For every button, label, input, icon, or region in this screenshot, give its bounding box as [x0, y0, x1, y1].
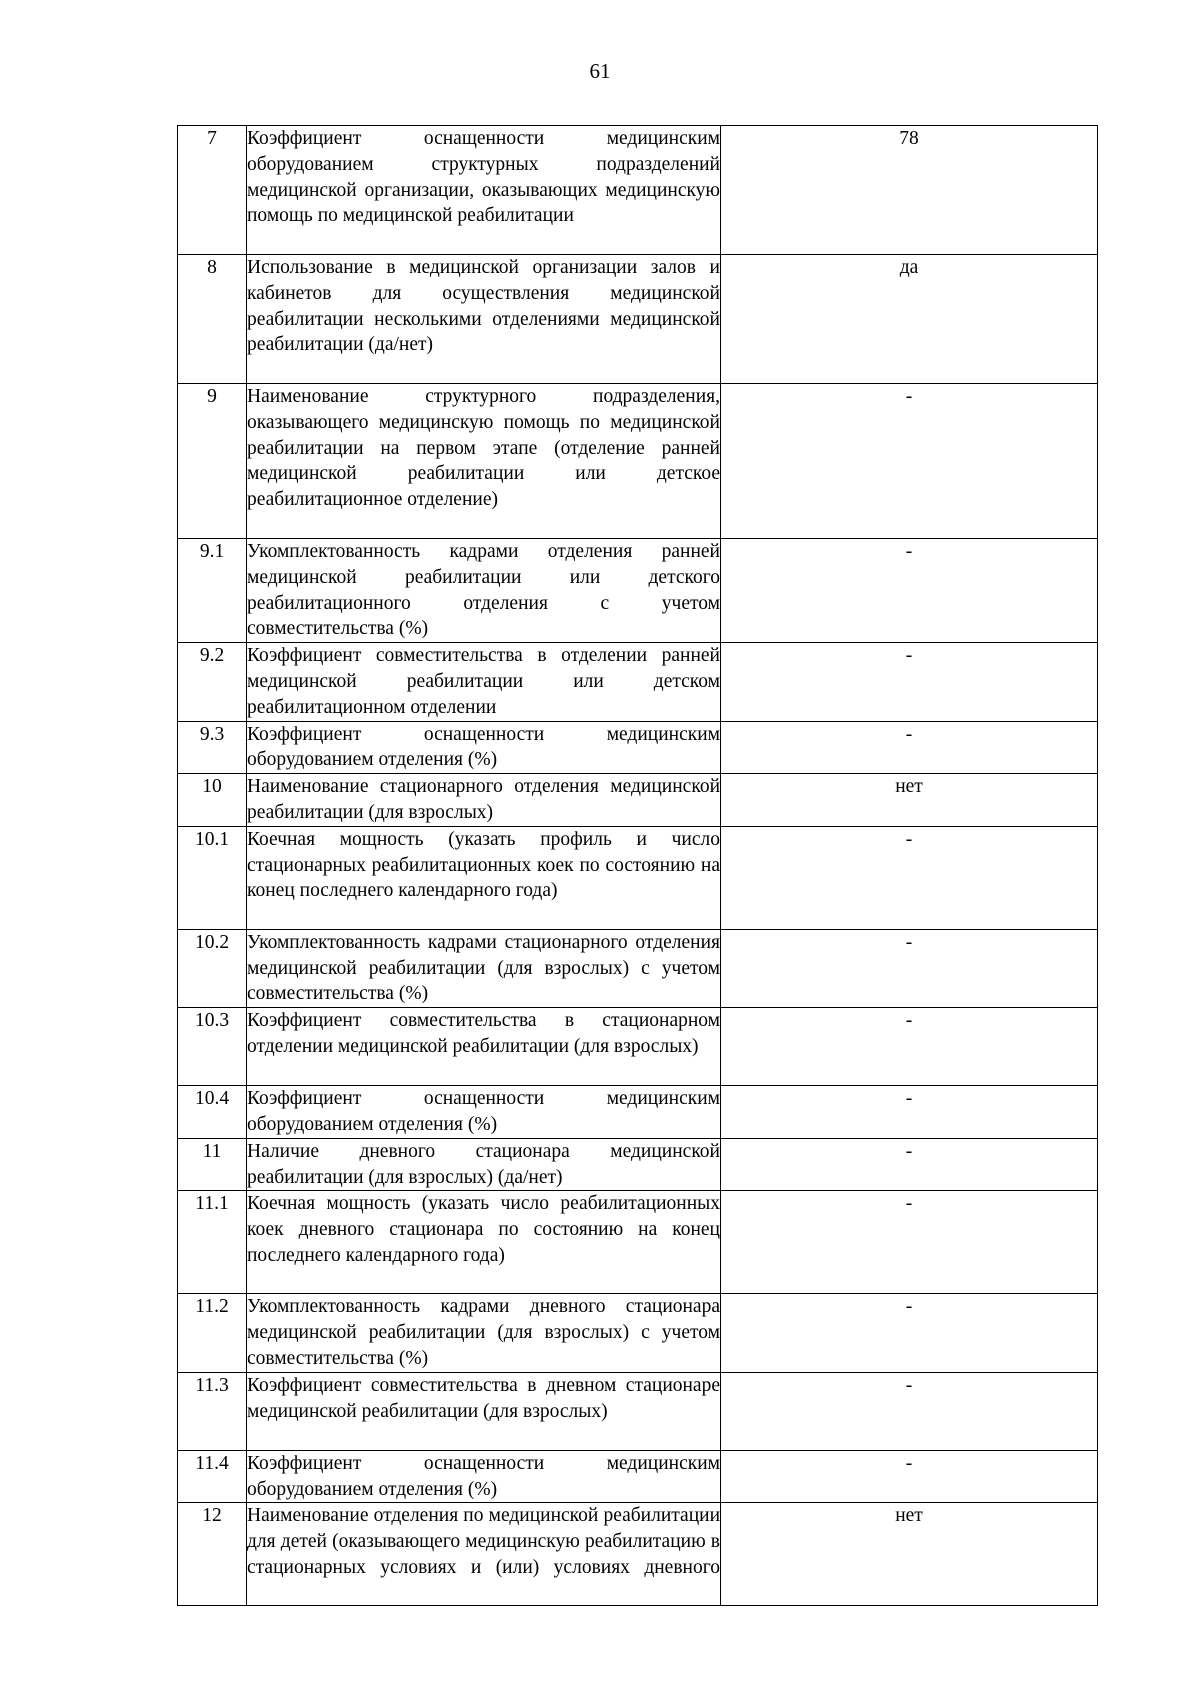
table-row	[178, 929, 1098, 1007]
row-description: Наименование стационарного отделения медицинской реабилитации (для взрослых)	[247, 774, 721, 827]
table-row	[178, 826, 1098, 929]
table-row	[178, 774, 1098, 827]
row-value: -	[721, 643, 1098, 721]
row-description: Наличие дневного стационара медицинской реабилитации (для взрослых) (да/нет)	[247, 1138, 721, 1191]
table-row	[178, 721, 1098, 774]
row-value: -	[721, 539, 1098, 643]
table-row	[178, 255, 1098, 384]
table-row	[178, 1503, 1098, 1606]
row-value: -	[721, 1086, 1098, 1139]
row-description: Укомплектованность кадрами дневного стационара медицинской реабилитации (для взрослых) с учетом совместительства (%)	[247, 1294, 721, 1372]
row-value: -	[721, 826, 1098, 929]
table-row	[178, 643, 1098, 721]
table-row	[178, 1294, 1098, 1372]
row-value: -	[721, 1294, 1098, 1372]
row-description: Коэффициент совместительства в стационарном отделении медицинской реабилитации (для взрослых)	[247, 1008, 721, 1086]
row-value: -	[721, 721, 1098, 774]
row-description: Коечная мощность (указать профиль и число стационарных реабилитационных коек по состоянию на конец последнего календарного года)	[247, 826, 721, 929]
row-value: -	[721, 1191, 1098, 1294]
row-number: 10.2	[178, 929, 247, 1007]
row-description: Укомплектованность кадрами стационарного отделения медицинской реабилитации (для взрослых) с учетом совместительства (%)	[247, 929, 721, 1007]
row-description: Коэффициент оснащенности медицинским оборудованием структурных подразделений медицинской организации, оказывающих медицинскую помощь по медицинской реабилитации	[247, 126, 721, 255]
table-row	[178, 384, 1098, 539]
row-value: -	[721, 384, 1098, 539]
table-row	[178, 1008, 1098, 1086]
row-description: Коэффициент совместительства в дневном стационаре медицинской реабилитации (для взрослых)	[247, 1372, 721, 1450]
row-number: 9.1	[178, 539, 247, 643]
row-description: Коэффициент оснащенности медицинским оборудованием отделения (%)	[247, 1450, 721, 1503]
row-description: Использование в медицинской организации залов и кабинетов для осуществления медицинской реабилитации несколькими отделениями медицинской реабилитации (да/нет)	[247, 255, 721, 384]
row-number: 9	[178, 384, 247, 539]
row-number: 10.4	[178, 1086, 247, 1139]
row-number: 11.3	[178, 1372, 247, 1450]
row-description: Коечная мощность (указать число реабилитационных коек дневного стационара по состоянию на конец последнего календарного года)	[247, 1191, 721, 1294]
row-description: Коэффициент оснащенности медицинским оборудованием отделения (%)	[247, 1086, 721, 1139]
row-number: 11	[178, 1138, 247, 1191]
table-row	[178, 1191, 1098, 1294]
row-description: Наименование структурного подразделения, оказывающего медицинскую помощь по медицинской реабилитации на первом этапе (отделение ранней медицинской реабилитации или детское реабилитационное отделение)	[247, 384, 721, 539]
row-number: 9.2	[178, 643, 247, 721]
row-number: 11.4	[178, 1450, 247, 1503]
row-number: 10.1	[178, 826, 247, 929]
row-number: 8	[178, 255, 247, 384]
table-row	[178, 126, 1098, 255]
row-value: -	[721, 1372, 1098, 1450]
row-description: Укомплектованность кадрами отделения ранней медицинской реабилитации или детского реабилитационного отделения с учетом совместительства (%)	[247, 539, 721, 643]
row-number: 10.3	[178, 1008, 247, 1086]
row-value: 78	[721, 126, 1098, 255]
row-number: 12	[178, 1503, 247, 1606]
rehabilitation-indicators-table	[177, 125, 1098, 1606]
page-number: 61	[589, 59, 611, 83]
row-number: 11.2	[178, 1294, 247, 1372]
table-row	[178, 1138, 1098, 1191]
row-number: 10	[178, 774, 247, 827]
row-value: -	[721, 1450, 1098, 1503]
row-description: Наименование отделения по медицинской реабилитации для детей (оказывающего медицинскую реабилитацию в стационарных условиях и (или) условиях дневного	[247, 1503, 721, 1606]
row-value: да	[721, 255, 1098, 384]
row-value: нет	[721, 774, 1098, 827]
row-value: -	[721, 929, 1098, 1007]
row-value: -	[721, 1008, 1098, 1086]
table-row	[178, 1086, 1098, 1139]
table-row	[178, 1372, 1098, 1450]
row-number: 7	[178, 126, 247, 255]
table-row	[178, 1450, 1098, 1503]
row-value: нет	[721, 1503, 1098, 1606]
row-number: 9.3	[178, 721, 247, 774]
row-value: -	[721, 1138, 1098, 1191]
row-description: Коэффициент совместительства в отделении ранней медицинской реабилитации или детском реабилитационном отделении	[247, 643, 721, 721]
row-number: 11.1	[178, 1191, 247, 1294]
row-description: Коэффициент оснащенности медицинским оборудованием отделения (%)	[247, 721, 721, 774]
table-row	[178, 539, 1098, 643]
